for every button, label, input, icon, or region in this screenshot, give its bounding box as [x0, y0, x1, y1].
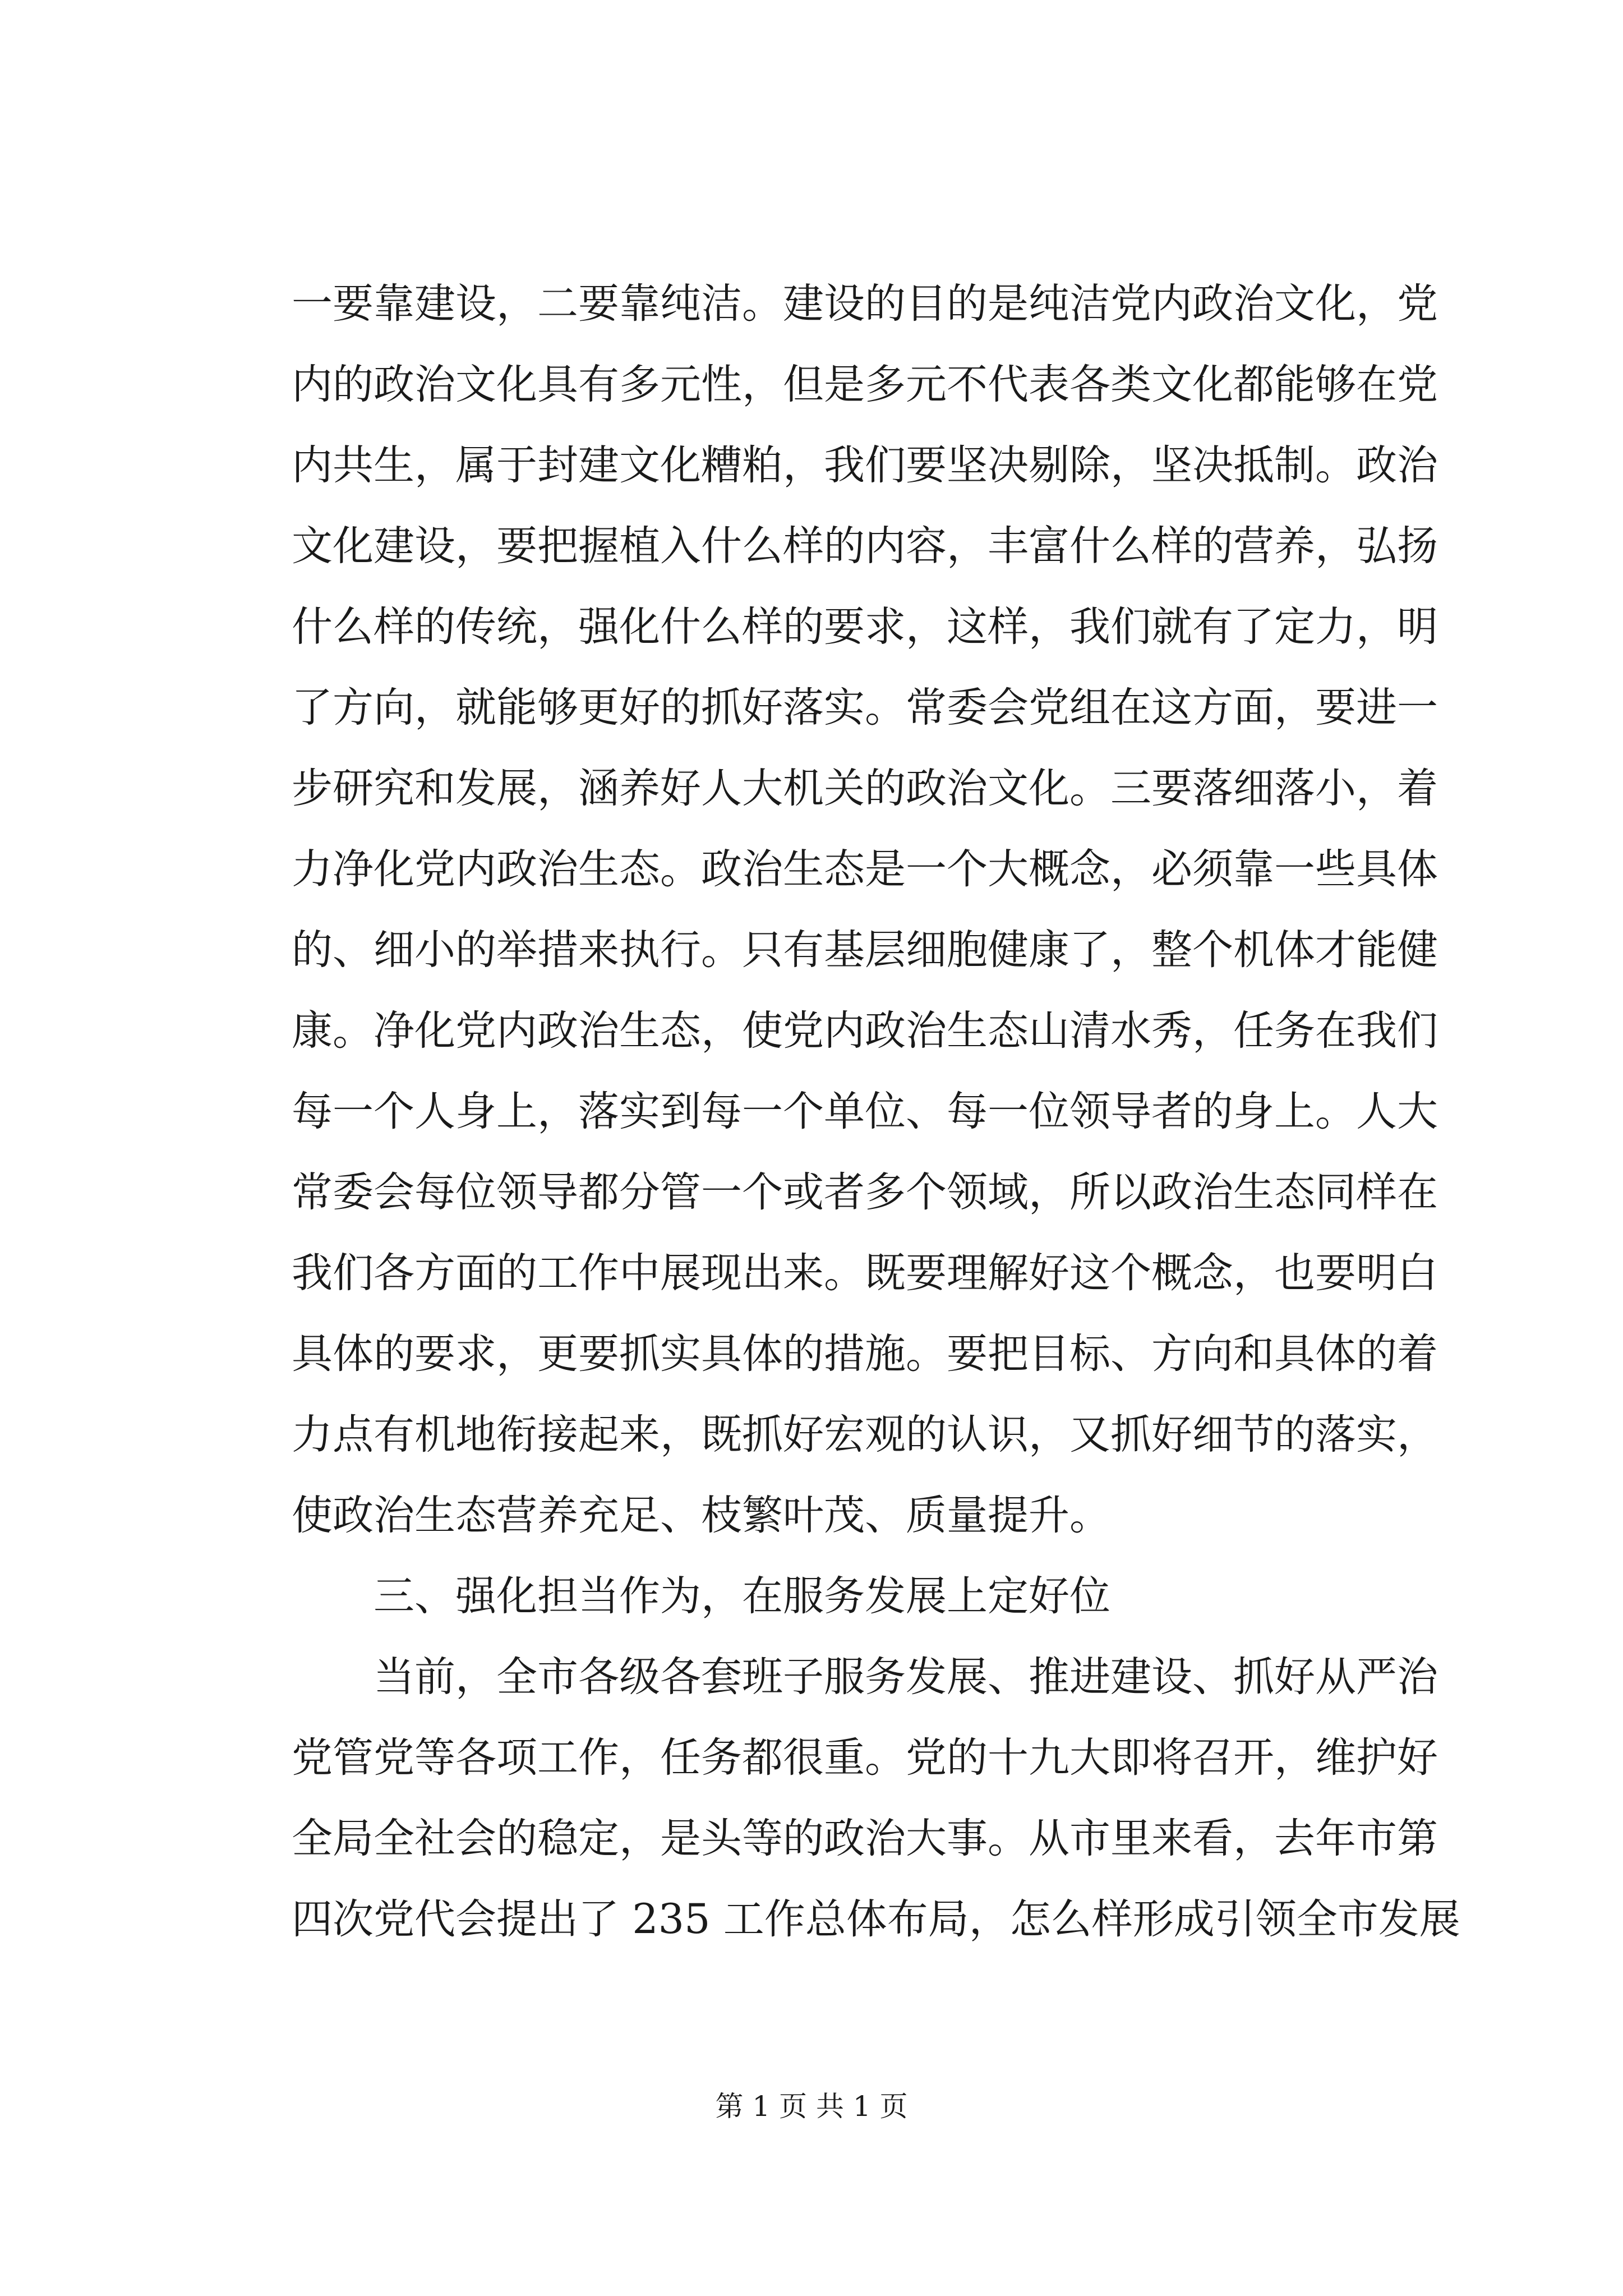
section-heading	[292, 1556, 1396, 1637]
text-line: 党管党等各项工作，任务都很重。党的十九大即将召开，维护好	[292, 1734, 1438, 1782]
text-line: 每一个人身上，落实到每一个单位、每一位领导者的身上。人大	[292, 1088, 1438, 1135]
page-number-label: 第 1 页 共 1 页	[715, 2090, 908, 2123]
paragraph	[292, 264, 1438, 1556]
page-footer	[0, 2084, 1623, 2124]
text-line: 了方向，就能够更好的抓好落实。常委会党组在这方面，要进一	[292, 684, 1438, 731]
text-line: 力点有机地衔接起来，既抓好宏观的认识，又抓好细节的落实，	[292, 1411, 1438, 1458]
text-line: 内的政治文化具有多元性，但是多元不代表各类文化都能够在党	[292, 361, 1438, 408]
heading-text: 三、强化担当作为，在服务发展上定好位	[374, 1572, 1110, 1620]
text-line: 力净化党内政治生态。政治生态是一个大概念，必须靠一些具体	[292, 845, 1438, 893]
text-line: 的、细小的举措来执行。只有基层细胞健康了，整个机体才能健	[292, 926, 1438, 974]
document-body	[292, 264, 1460, 1960]
text-line: 全局全社会的稳定，是头等的政治大事。从市里来看，去年市第	[292, 1815, 1438, 1862]
text-line: 四次党代会提出了 235 工作总体布局，怎么样形成引领全市发展	[292, 1895, 1460, 1943]
text-line: 康。净化党内政治生态，使党内政治生态山清水秀，任务在我们	[292, 1007, 1438, 1055]
text-line: 内共生，属于封建文化糟粕，我们要坚决剔除，坚决抵制。政治	[292, 441, 1438, 489]
paragraph	[292, 1637, 1460, 1960]
text-line: 文化建设，要把握植入什么样的内容，丰富什么样的营养，弘扬	[292, 522, 1438, 570]
text-line: 我们各方面的工作中展现出来。既要理解好这个概念，也要明白	[292, 1249, 1438, 1297]
text-line: 当前，全市各级各套班子服务发展、推进建设、抓好从严治	[374, 1653, 1438, 1701]
text-line: 使政治生态营养充足、枝繁叶茂、质量提升。	[292, 1492, 1110, 1539]
text-line: 常委会每位领导都分管一个或者多个领域，所以政治生态同样在	[292, 1168, 1438, 1216]
text-line: 什么样的传统，强化什么样的要求，这样，我们就有了定力，明	[292, 603, 1438, 651]
text-line: 步研究和发展，涵养好人大机关的政治文化。三要落细落小，着	[292, 765, 1438, 812]
text-line: 具体的要求，更要抓实具体的措施。要把目标、方向和具体的着	[292, 1330, 1438, 1378]
text-line: 一要靠建设，二要靠纯洁。建设的目的是纯洁党内政治文化，党	[292, 280, 1438, 328]
